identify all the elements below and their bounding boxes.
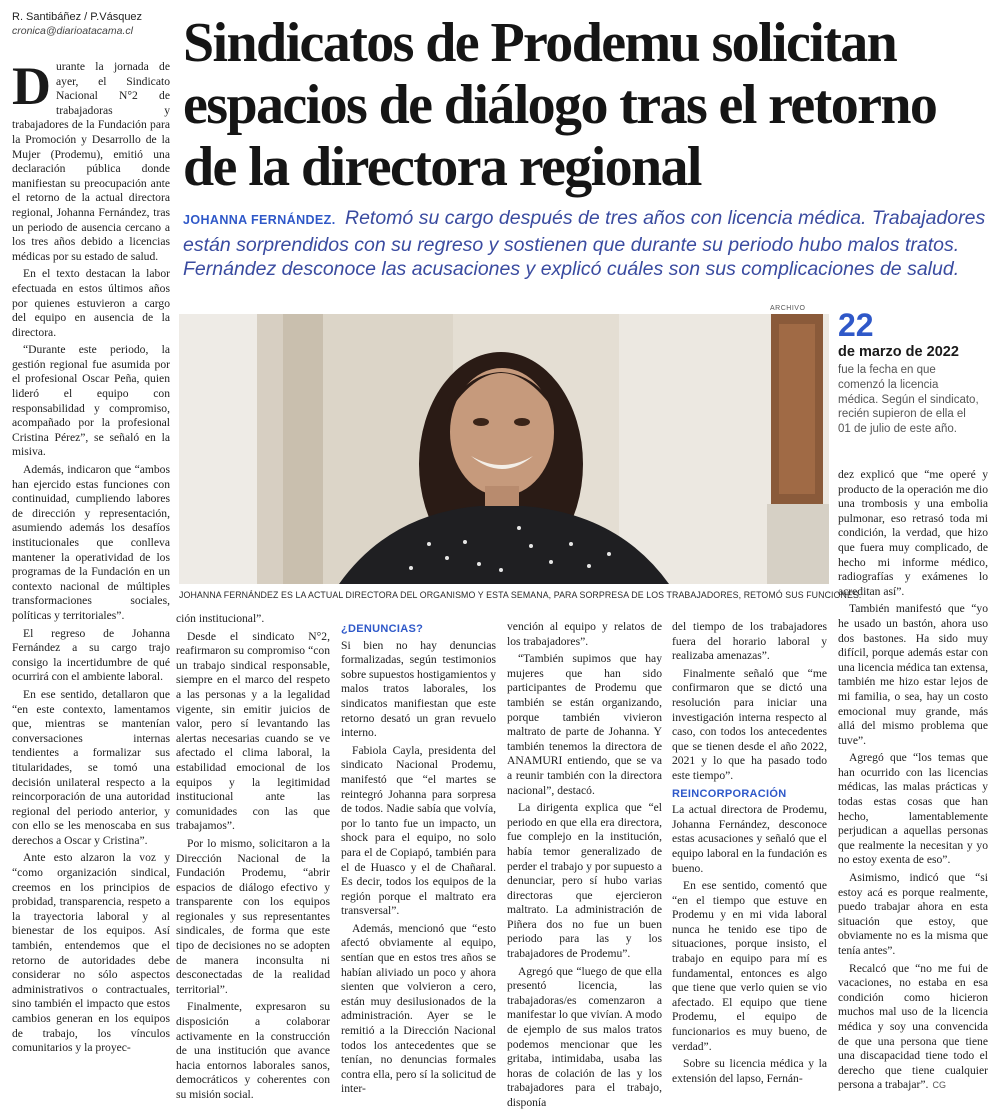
photo-credit: ARCHIVO xyxy=(770,305,806,312)
paragraph: vención al equipo y relatos de los trabajadores”. xyxy=(507,620,662,648)
paragraph: ción institucional”. xyxy=(176,612,265,625)
byline xyxy=(12,10,177,38)
subheading-reincorporacion: REINCORPORACIÓN xyxy=(672,787,787,800)
portrait-image xyxy=(179,314,829,584)
headline: Sindicatos de Prodemu solicitan espacios de diálogo tras el retorno de la directora regional xyxy=(183,12,937,198)
paragraph: En el texto destacan la labor efectuada en estos últimos años por quienes estuvieron a cargo del equipo en ausencia de la directora. xyxy=(12,267,170,339)
paragraph: En ese sentido, detallaron que “en este contexto, lamentamos que, mientras se mantenían conversaciones internas tendientes a formalizar sus titularidades, se tomó una decisión unilateral respecto a la reincorporación de una autoridad regional del periodo anterior, y con ello se les menoscaba en sus derechos a Oscar y Cristina”. xyxy=(12,687,170,847)
end-mark: CG xyxy=(932,1080,946,1091)
paragraph: “También supimos que hay mujeres que han sido participantes de Prodemu que también se están organizando, porque también vivieron maltrato de parte de Johanna. Y también tenemos la directora de ANAMURI entiendo, que se va a reunir también con la directora nacional”, destacó. xyxy=(507,652,662,797)
paragraph: Si bien no hay denuncias formalizadas, según testimonios sobre supuestos hostigamientos y malos tratos laborales, los sindicatos manifiestan que este retorno desató un gran revuelo interno. xyxy=(341,638,496,740)
paragraph: En ese sentido, comentó que “en el tiempo que estuve en Prodemu y en mi vida laboral nunca he tenido ese tipo de situaciones, porque insisto, el trabajo en equipo para mí es fundamental, entonces es algo que tiene que verlo quien se vio afectado. El equipo que tiene Prodemu, el equipo de funcionarios es muy bueno, de verdad”. xyxy=(672,879,827,1053)
body-column-6 xyxy=(838,468,988,1096)
paragraph: Recalcó que “no me fui de vacaciones, no estaba en esa condición como hicieron muchos mal uso de la licencia médica y soy una convencida de que una persona que tiene una discapacidad tiene todo el derecho que tiene cualquier persona a trabajar”. CG xyxy=(838,961,988,1092)
body-column-2 xyxy=(176,612,330,1106)
photo-caption: JOHANNA FERNÁNDEZ ES LA ACTUAL DIRECTORA DEL ORGANISMO Y ESTA SEMANA, PARA SORPRESA DE LOS TRABAJADORES, RETOMÓ SUS FUNCIONES. xyxy=(179,590,862,600)
paragraph: Además, indicaron que “ambos han ejercido estas funciones con continuidad, cumpliendo labores de dirección y representación, asumiendo además los desafíos institucionales que conlleva mantener la operatividad de los programas de la Fundación en un contexto nacional de múltiples transformaciones sociales, políticas y territoriales”. xyxy=(12,463,170,622)
subheading-denuncias: ¿DENUNCIAS? xyxy=(341,623,424,635)
paragraph: del tiempo de los trabajadores fuera del horario laboral y realizaba amenazas”. xyxy=(672,620,827,663)
body-column-1 xyxy=(12,56,170,1059)
paragraph: Ante esto alzaron la voz y “como organización sindical, creemos en los principios de probidad, transparencia, respeto a la trayectoria laboral y al bienestar de los equipos. Así también, entendemos que el retorno de autoridades debe considerar no sólo aspectos administrativos o contractuales, sino también el impacto que estos cambios generan en los equipos de trabajo, los vínculos comunitarios y la proyec- xyxy=(12,851,170,1055)
paragraph: Sobre su licencia médica y la extensión del lapso, Fernán- xyxy=(672,1057,827,1085)
deck xyxy=(183,206,988,282)
deck-text: Retomó su cargo después de tres años con licencia médica. Trabajadores están sorprendidos con su regreso y sostienen que durante su periodo hubo malos tratos. Fernández desconoce las acusaciones y explicó cuáles son sus complicaciones de salud. xyxy=(183,207,986,280)
article-photo xyxy=(179,314,829,584)
fact-number: 22 xyxy=(838,307,874,343)
paragraph: La actual directora de Prodemu, Johanna Fernández, desconoce estas acusaciones y señaló que el equipo laboral en la fundación es bueno. xyxy=(672,803,827,875)
paragraph: Fabiola Cayla, presidenta del sindicato Nacional Prodemu, manifestó que “el martes se reintegró Johanna para sorpresa de todos. Nadie sabía que volvía, por lo tanto fue un impacto, un shock para el equipo, no solo para el de Copiapó, también para el de Huasco y el de Chañaral. Es decir, todos los equipos de la región porque el maltrato era transversal”. xyxy=(341,743,496,918)
dropcap: D xyxy=(12,56,51,116)
fact-text: fue la fecha en que comenzó la licencia médica. Según el sindicato, recién supieron de ella el 01 de julio de este año. xyxy=(838,364,979,436)
byline-email[interactable]: cronica@diarioatacama.cl xyxy=(12,25,133,37)
paragraph: Además, mencionó que “esto afectó obviamente al equipo, sentían que en estos tres años se habían aliviado un poco y ahora sienten que volvieron a cero, están muy desilusionados de la administración. Ayer se le remitió a la Dirección Nacional todos los antecedentes que se tenían, no denuncias formales contra ella, pero sí la solicitud de inter- xyxy=(341,921,496,1096)
paragraph: dez explicó que “me operé y producto de la operación me dio una trombosis y una embolia pulmonar, eso retrasó toda mi condición, la verdad, que hizo que fuera muy complicado, de hecho mi informe médico, radiografías y exámenes lo acreditan así”. xyxy=(838,468,988,598)
paragraph: Finalmente señaló que “me confirmaron que se dictó una resolución para iniciar una investigación interna respecto al caso, con todos los antecedentes que se tienen desde el año 2022, 2021 y lo que ha pasado todo este tiempo”. xyxy=(672,666,827,782)
deck-name: JOHANNA FERNÁNDEZ. xyxy=(183,213,336,227)
byline-authors: R. Santibáñez / P.Vásquez xyxy=(12,11,143,23)
paragraph: Desde el sindicato N°2, reafirmaron su compromiso “con un trabajo sindical responsable, siempre en el marco del respeto a las personas y a la legalidad vigente, sin emitir juicios de valor, pero sí levantando las alertas necesarias cuando se ve afectado el clima laboral, la estabilidad emocional de los equipos y la legitimidad institucional ante las comunidades con las que trabajamos”. xyxy=(176,629,330,833)
body-column-4 xyxy=(507,620,662,1114)
paragraph: Agregó que “luego de que ella presentó licencia, las trabajadoras/es comenzaron a manifestar lo que vivían. A modo de ejemplo de sus malos tratos podemos mencionar que les gritaba, intimidaba, usaba las horas de colación de las y los trabajadores para el trabajo, disponía xyxy=(507,964,662,1109)
paragraph: Durante la jornada de ayer, el Sindicato Nacional N°2 de trabajadoras y trabajadores de la Fundación para la Promoción y Desarrollo de la Mujer (Prodemu), emitió una declaración pública donde manifiestan su preocupación ante el retorno de la actual directora regional, Johanna Fernández, tras un periodo de ausencia cercano a los tres años debido a licencias médicas por su estado de salud. xyxy=(12,56,170,263)
paragraph: “Durante este periodo, la gestión regional fue asumida por el profesional Oscar Peña, quien lideró el equipo con responsabilidad y compromiso, acompañado por la profesional Cristina Pérez”, se señaló en la misiva. xyxy=(12,343,170,459)
paragraph: El regreso de Johanna Fernández a su cargo trajo consigo la incertidumbre de qué ocurrirá con el ambiente laboral. xyxy=(12,626,170,684)
paragraph: Agregó que “los temas que han ocurrido con las licencias médicas, las malas prácticas y todas estas cosas que han hecho, lamentablemente perjudican a aquellas personas que realmente la necesitan y yo no estoy exenta de eso”. xyxy=(838,751,988,867)
paragraph: Por lo mismo, solicitaron a la Dirección Nacional de la Fundación Prodemu, “abrir espacios de diálogo efectivo y transparente con los equipos regionales y sus representantes sindicales, de forma que este tipo de decisiones no se adopten de manera inconsulta ni desconectadas de la realidad territorial”. xyxy=(176,836,330,996)
paragraph: La dirigenta explica que “el periodo en que ella era directora, fue complejo en la institución, había temor generalizado de perder el trabajo y por supuesto a denunciar, pero sí hubo varias directoras que ejercieron maltrato. La administración de Piñera dos no fue un buen periodo para las y los trabajadores de Prodemu”. xyxy=(507,801,662,961)
body-column-5 xyxy=(672,620,827,1089)
paragraph: Asimismo, indicó que “si estoy acá es porque realmente, puedo trabajar ahora en esta situación que estoy, que obviamente no es la misma que tenía antes”. xyxy=(838,871,988,957)
body-column-3 xyxy=(341,620,496,1100)
paragraph: Finalmente, expresaron su disposición a colaborar activamente en la construcción de una institución que avance hacia entornos laborales sanos, democráticos y coherentes con su misión social. xyxy=(176,1000,330,1101)
paragraph: También manifestó que “yo he usado un bastón, ahora uso dos bastones. Ha sido muy difícil, porque además estar con una licencia médica tan extensa, también me hizo estar lejos de mi familia, o sea, hay un costo emocional muy grande, más allá del mismo problema que tuve”. xyxy=(838,602,988,747)
fact-date: de marzo de 2022 xyxy=(838,344,959,360)
